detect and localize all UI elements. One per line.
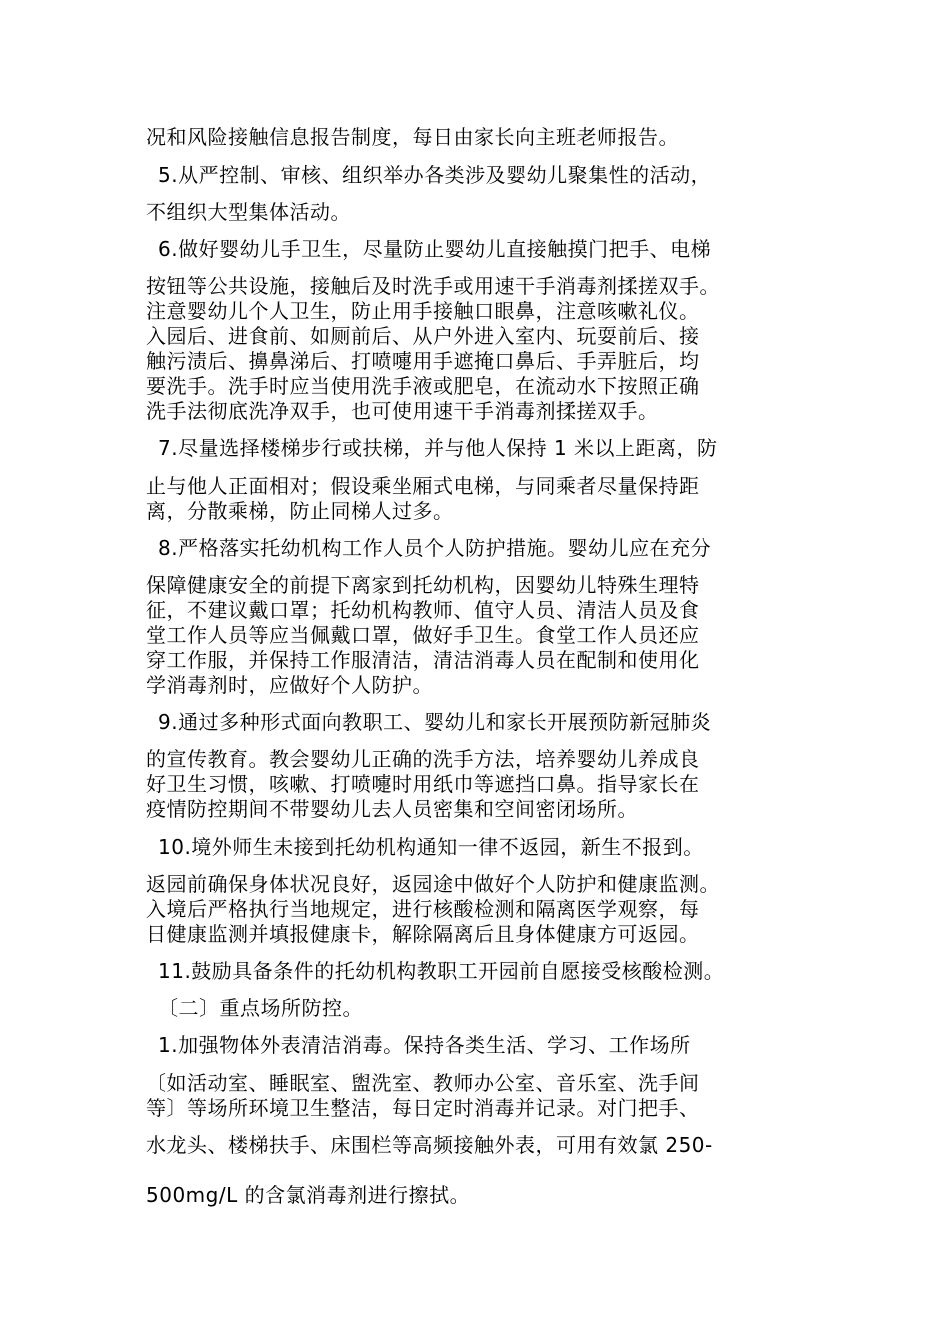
text-line: 11.鼓励具备条件的托幼机构教职工开园前自愿接受核酸检测。 <box>158 959 725 983</box>
text-line: 止与他人正面相对；假设乘坐厢式电梯，与同乘者尽量保持距 <box>146 474 700 498</box>
text-line: 堂工作人员等应当佩戴口罩，做好手卫生。食堂工作人员还应 <box>146 623 700 647</box>
text-line: 疫情防控期间不带婴幼儿去人员密集和空间密闭场所。 <box>146 797 638 821</box>
text-line: 学消毒剂时，应做好个人防护。 <box>146 673 433 697</box>
text-line: 9.通过多种形式面向教职工、婴幼儿和家长开展预防新冠肺炎 <box>158 710 712 734</box>
text-line: 况和风险接触信息报告制度，每日由家长向主班老师报告。 <box>146 125 679 149</box>
text-line: 注意婴幼儿个人卫生，防止用手接触口眼鼻，注意咳嗽礼仪。 <box>146 299 700 323</box>
text-line: 〔如活动室、睡眠室、盥洗室、教师办公室、音乐室、洗手间 <box>146 1071 700 1095</box>
text-line: 1.加强物体外表清洁消毒。保持各类生活、学习、工作场所 <box>158 1033 691 1057</box>
text-line: 日健康监测并填报健康卡，解除隔离后且身体健康方可返园。 <box>146 922 700 946</box>
text-line: 洗手法彻底洗净双手，也可使用速干手消毒剂揉搓双手。 <box>146 399 659 423</box>
text-line: 离，分散乘梯，防止同梯人过多。 <box>146 499 454 523</box>
section-heading: 〔二〕重点场所防控。 <box>158 996 363 1020</box>
text-line: 按钮等公共设施，接触后及时洗手或用速干手消毒剂揉搓双手。 <box>146 274 720 298</box>
text-line: 500mg/L 的含氯消毒剂进行擦拭。 <box>146 1183 471 1207</box>
text-line: 返园前确保身体状况良好，返园途中做好个人防护和健康监测。 <box>146 872 720 896</box>
text-line: 10.境外师生未接到托幼机构通知一律不返园，新生不报到。 <box>158 835 704 859</box>
text-line: 要洗手。洗手时应当使用洗手液或肥皂，在流动水下按照正确 <box>146 374 700 398</box>
text-line: 的宣传教育。教会婴幼儿正确的洗手方法，培养婴幼儿养成良 <box>146 747 700 771</box>
text-line: 7.尽量选择楼梯步行或扶梯，并与他人保持 1 米以上距离，防 <box>158 436 718 460</box>
text-line: 入园后、进食前、如厕前后、从户外进入室内、玩耍前后、接 <box>146 324 700 348</box>
text-line: 保障健康安全的前提下离家到托幼机构，因婴幼儿特殊生理特 <box>146 573 700 597</box>
text-line: 水龙头、楼梯扶手、床围栏等高频接触外表，可用有效氯 250- <box>146 1133 713 1157</box>
text-line: 6.做好婴幼儿手卫生，尽量防止婴幼儿直接触摸门把手、电梯 <box>158 237 712 261</box>
text-line: 等〕等场所环境卫生整洁，每日定时消毒并记录。对门把手、 <box>146 1096 700 1120</box>
text-line: 触污渍后、擤鼻涕后、打喷嚏用手遮掩口鼻后、手弄脏后，均 <box>146 349 700 373</box>
text-line: 征，不建议戴口罩；托幼机构教师、值守人员、清洁人员及食 <box>146 598 700 622</box>
text-line: 好卫生习惯，咳嗽、打喷嚏时用纸巾等遮挡口鼻。指导家长在 <box>146 772 700 796</box>
text-line: 8.严格落实托幼机构工作人员个人防护措施。婴幼儿应在充分 <box>158 536 712 560</box>
text-line: 穿工作服，并保持工作服清洁，清洁消毒人员在配制和使用化 <box>146 648 700 672</box>
text-line: 入境后严格执行当地规定，进行核酸检测和隔离医学观察，每 <box>146 897 700 921</box>
text-line: 5.从严控制、审核、组织举办各类涉及婴幼儿聚集性的活动， <box>158 163 712 187</box>
text-line: 不组织大型集体活动。 <box>146 200 351 224</box>
